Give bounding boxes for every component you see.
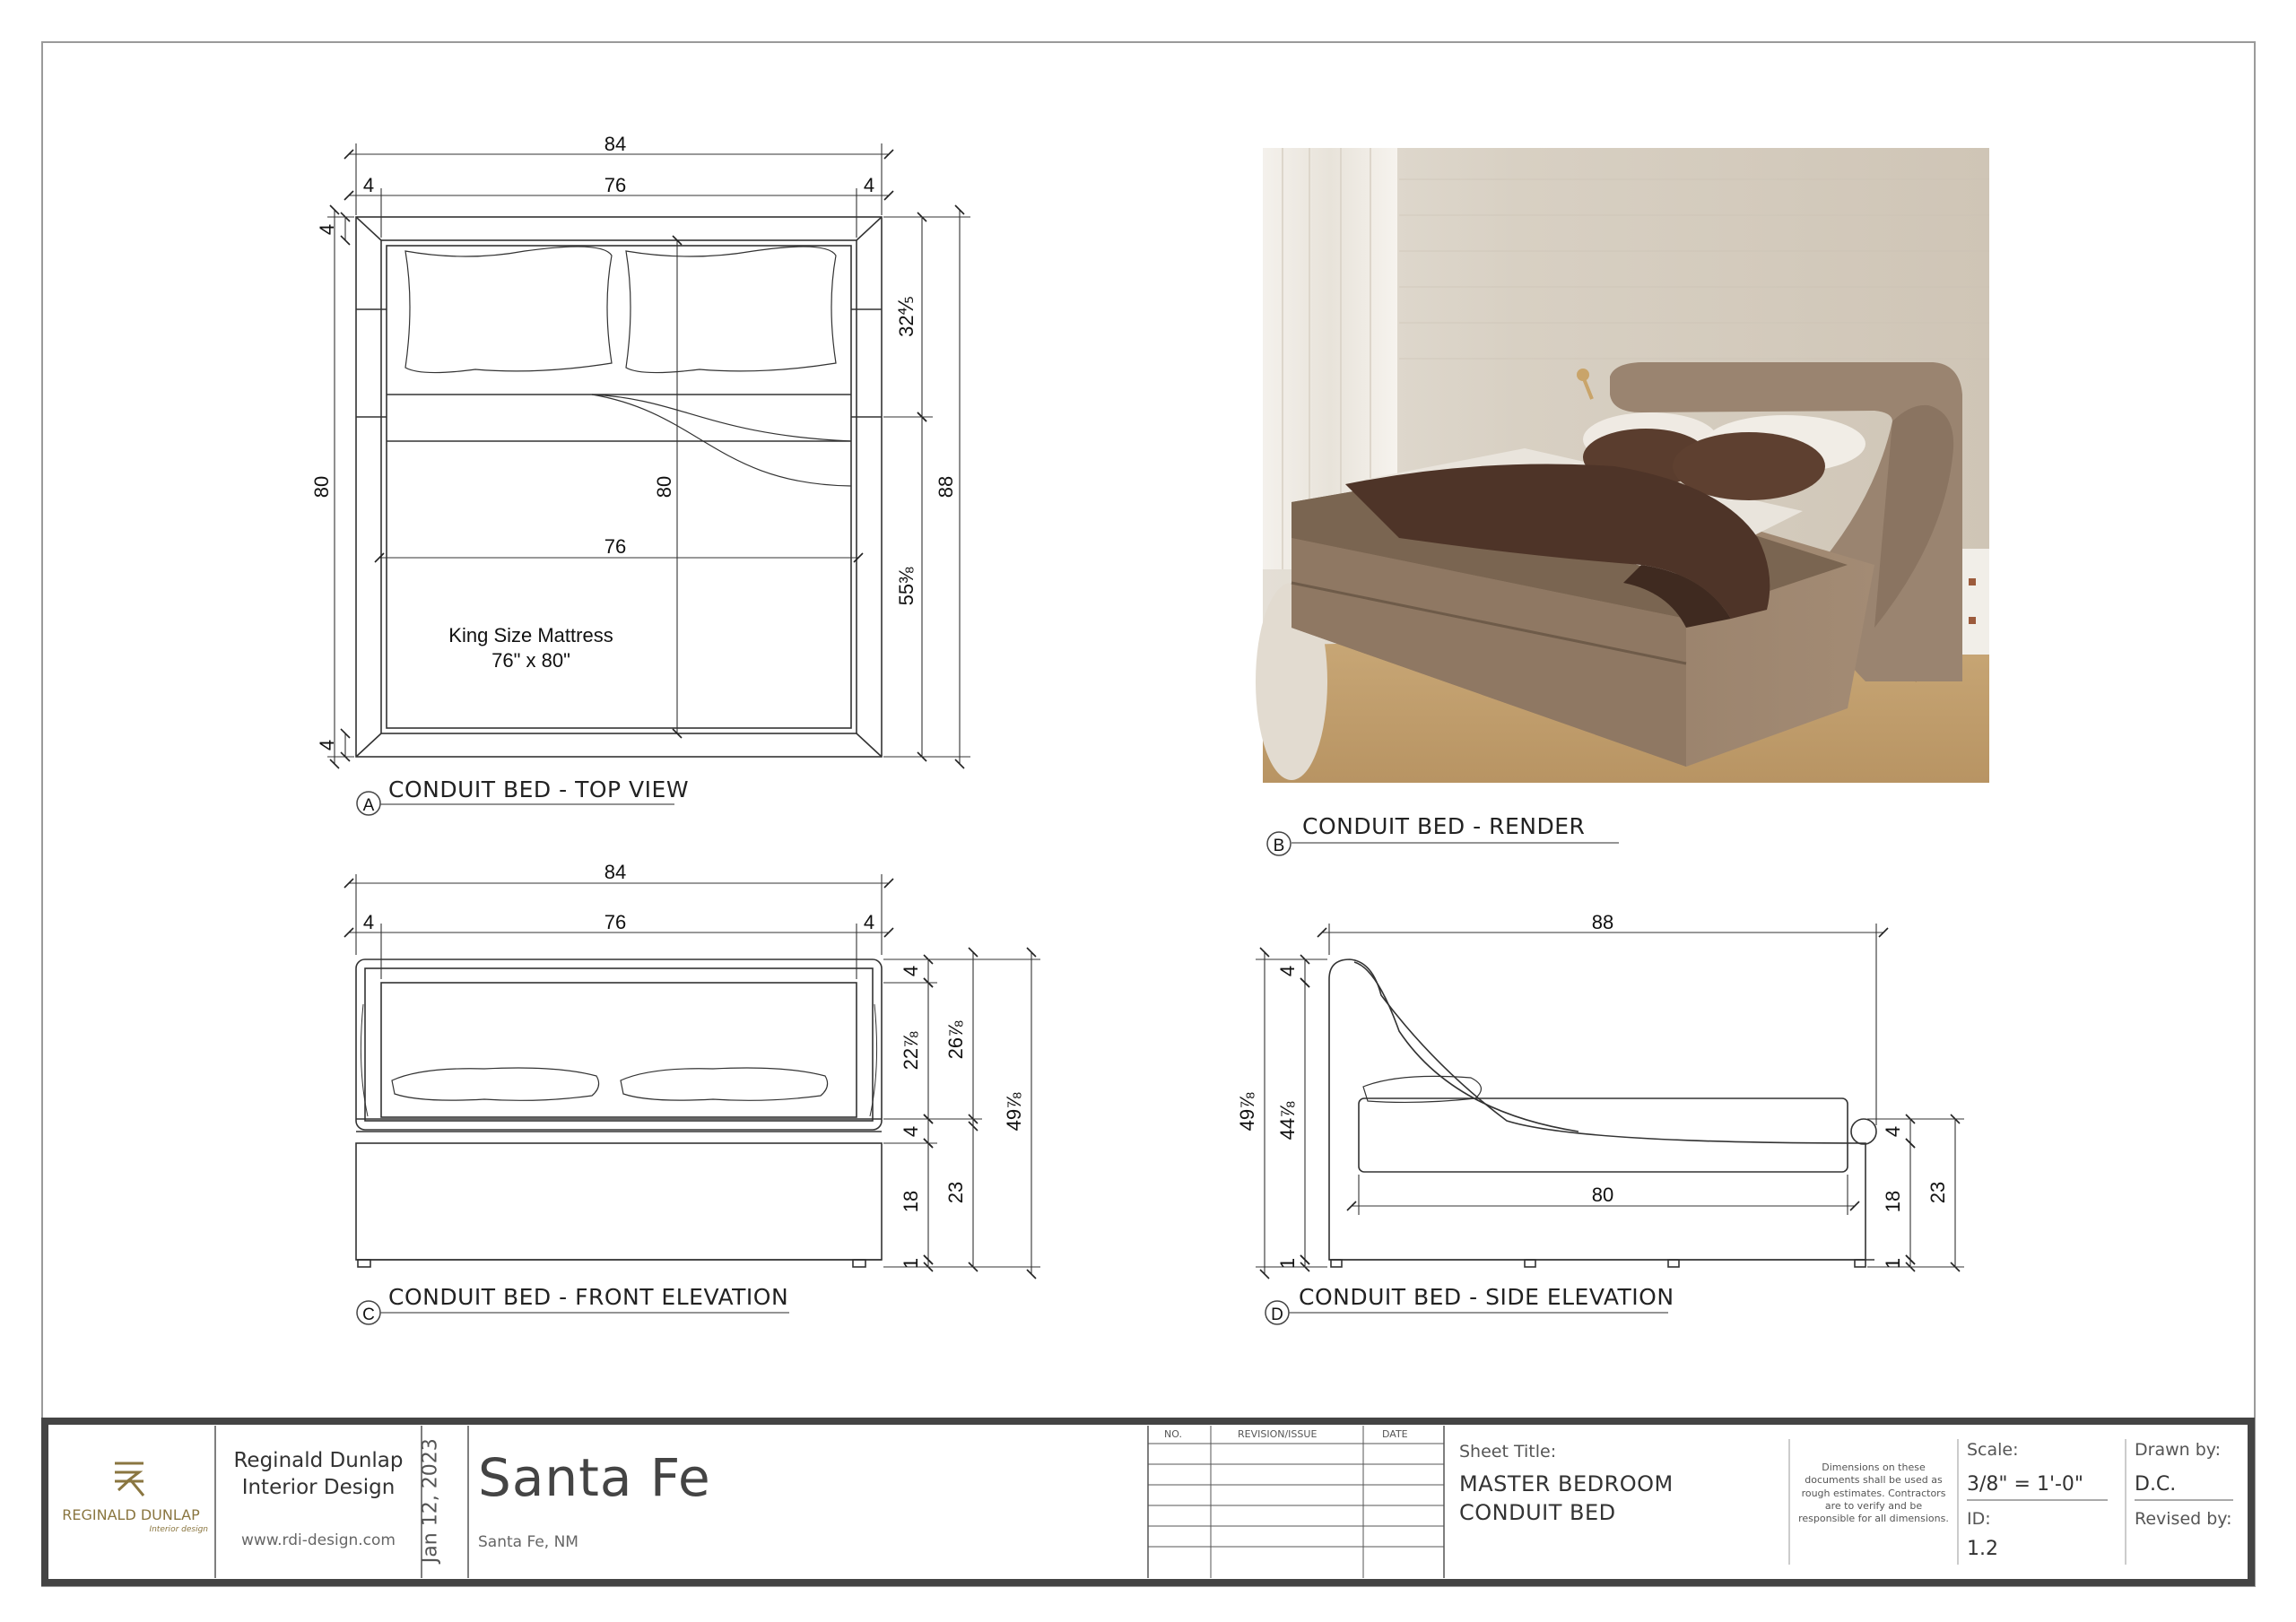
side-base-total: 23 <box>1926 1181 1949 1204</box>
side-overall-length: 88 <box>1591 911 1614 933</box>
revised-by-label: Revised by: <box>2135 1509 2232 1529</box>
top-view-drawing <box>356 217 882 757</box>
top-inner-width: 76 <box>604 174 627 196</box>
side-mattress-length: 80 <box>1591 1184 1614 1206</box>
firm-name-line2: Interior Design <box>241 1476 396 1499</box>
logo-script: Interior design <box>149 1525 208 1534</box>
firm-name-line1: Reginald Dunlap <box>233 1449 404 1472</box>
view-d-title: CONDUIT BED - SIDE ELEVATION <box>1299 1284 1674 1310</box>
firm-logo-icon <box>115 1463 144 1496</box>
front-deck: 4 <box>900 1125 922 1138</box>
firm-website: www.rdi-design.com <box>240 1531 396 1549</box>
mattress-size-label: 76" x 80" <box>491 649 570 672</box>
top-overall-width: 84 <box>604 133 627 155</box>
disclaimer-line: rough estimates. Contractors <box>1801 1487 1946 1499</box>
id-value: 1.2 <box>1967 1538 1998 1560</box>
project-location: Santa Fe, NM <box>478 1533 578 1551</box>
disclaimer-line: documents shall be used as <box>1805 1474 1943 1487</box>
front-side-right: 4 <box>863 911 875 933</box>
disclaimer-line: responsible for all dimensions. <box>1798 1513 1949 1525</box>
scale-label: Scale: <box>1967 1440 2019 1460</box>
view-b-title: CONDUIT BED - RENDER <box>1302 813 1586 839</box>
revision-date-header: DATE <box>1382 1428 1408 1440</box>
top-overall-length: 80 <box>310 475 333 499</box>
front-headboard-inner: 22⅞ <box>900 1031 922 1071</box>
logo-text: REGINALD DUNLAP <box>62 1506 200 1523</box>
sheet-title-line2: CONDUIT BED <box>1459 1500 1616 1525</box>
top-pillow-zone: 32⅘ <box>895 296 918 337</box>
view-a-marker: A <box>362 796 375 815</box>
top-mattress-length: 80 <box>653 475 675 499</box>
front-foot: 1 <box>900 1257 922 1270</box>
side-foot-right: 1 <box>1882 1257 1904 1270</box>
sheet-title-label: Sheet Title: <box>1459 1442 1557 1462</box>
front-headboard: 26⅞ <box>944 1020 967 1060</box>
top-bottom-frame: 4 <box>316 739 338 751</box>
top-overall-depth: 88 <box>935 475 957 499</box>
bed-render-image <box>1256 148 1989 783</box>
drawing-date: Jan 12, 2023 <box>419 1438 442 1564</box>
top-side-left: 4 <box>362 174 375 196</box>
front-side-left: 4 <box>362 911 375 933</box>
top-frame-dim: 4 <box>316 223 338 236</box>
side-foot-left: 1 <box>1276 1257 1299 1270</box>
side-overall-height: 49⅞ <box>1236 1092 1258 1132</box>
revision-issue-header: REVISION/ISSUE <box>1238 1428 1318 1440</box>
side-headboard-height: 44⅞ <box>1276 1101 1299 1141</box>
id-label: ID: <box>1967 1509 1991 1529</box>
side-deck: 4 <box>1882 1125 1904 1138</box>
side-elevation-drawing <box>1329 959 1876 1267</box>
side-base: 18 <box>1882 1190 1904 1213</box>
front-top-rail: 4 <box>900 965 922 977</box>
disclaimer-line: Dimensions on these <box>1822 1462 1926 1473</box>
sheet-title-line1: MASTER BEDROOM <box>1459 1471 1674 1496</box>
mattress-label: King Size Mattress <box>448 624 613 646</box>
front-base-total: 23 <box>944 1181 967 1204</box>
view-c-marker: C <box>362 1305 375 1324</box>
drawn-by-label: Drawn by: <box>2135 1440 2222 1460</box>
top-mattress-width: 76 <box>604 535 627 558</box>
top-side-right: 4 <box>863 174 875 196</box>
disclaimer <box>1794 1462 1953 1525</box>
front-overall-width: 84 <box>604 861 627 883</box>
view-c-title: CONDUIT BED - FRONT ELEVATION <box>388 1284 789 1310</box>
revision-no-header: NO. <box>1164 1428 1182 1440</box>
top-foot-zone: 55⅜ <box>895 567 918 606</box>
top-view-dimensions <box>327 143 970 764</box>
scale-value: 3/8" = 1'-0" <box>1967 1473 2084 1496</box>
front-elevation-dimensions <box>349 874 1040 1274</box>
side-headboard-top: 4 <box>1276 965 1299 977</box>
view-b-marker: B <box>1273 837 1285 855</box>
front-overall-height: 49⅞ <box>1003 1092 1025 1132</box>
view-d-marker: D <box>1271 1305 1283 1324</box>
view-a-title: CONDUIT BED - TOP VIEW <box>388 776 690 802</box>
drawn-by-value: D.C. <box>2135 1473 2177 1496</box>
project-name: Santa Fe <box>478 1447 711 1508</box>
front-inner-width: 76 <box>604 911 627 933</box>
front-base: 18 <box>900 1190 922 1213</box>
disclaimer-line: are to verify and be <box>1824 1499 1923 1512</box>
front-elevation-drawing <box>356 959 882 1267</box>
